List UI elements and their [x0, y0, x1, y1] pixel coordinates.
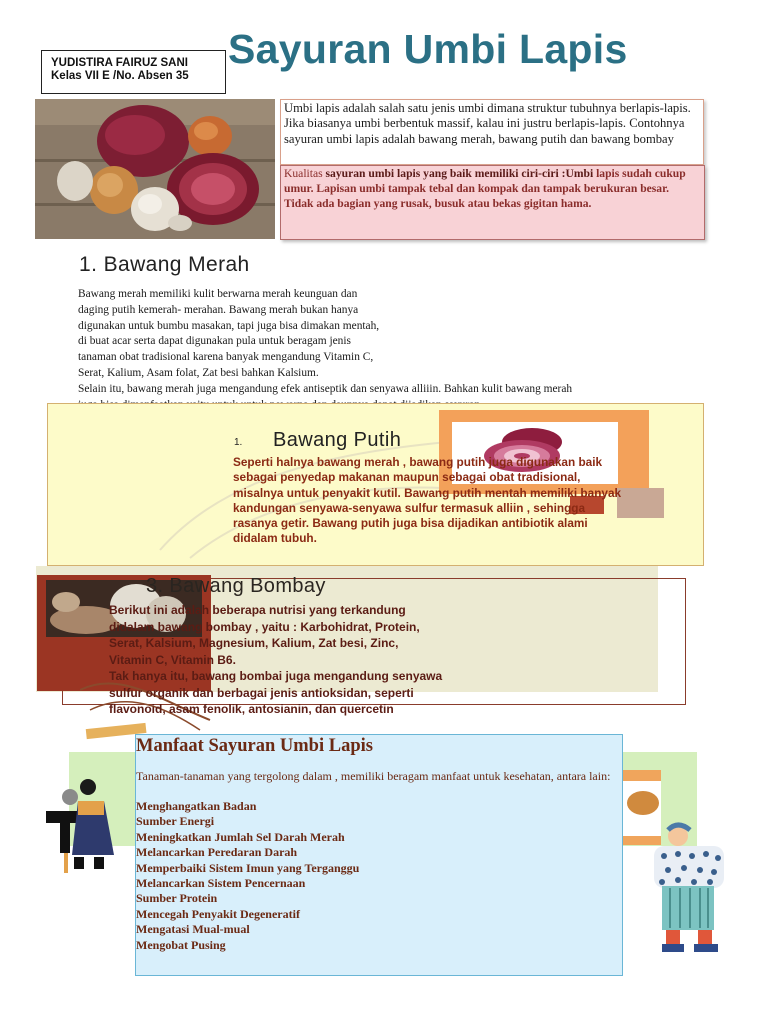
author-name: YUDISTIRA FAIRUZ SANI: [51, 57, 188, 69]
intro-text-box: [280, 99, 704, 165]
author-box: [41, 50, 226, 94]
section-1-heading: [79, 253, 250, 277]
section-3-line: Serat, Kalsium, Magnesium, Kalium, Zat besi, Zinc,: [109, 636, 399, 650]
section-2-line: misalnya untuk penyakit kutil. Bawang putih mentah memiliki banyak: [233, 485, 622, 500]
section-3-line: flavonoid, asam fenolik, antosianin, dan quercetin: [109, 702, 394, 716]
section-3-line: Vitamin C, Vitamin B6.: [109, 652, 236, 667]
benefit-item: Sumber Energi: [136, 814, 215, 829]
author-class: Kelas VII E /No. Absen 35: [51, 70, 189, 82]
section-3-body: [109, 602, 529, 718]
section-2-title: Bawang Putih: [273, 429, 402, 451]
section-1-line: Serat, Kalium, Asam folat, Zat besi bahkan Kalsium.: [78, 366, 319, 379]
section-2-line: kandungan senyawa-senyawa sulfur termasuk alliin , sehingga: [233, 500, 586, 515]
section-1-line: digunakan untuk bumbu masakan, tapi juga bisa dimakan mentah,: [78, 319, 380, 332]
section-2-line: rasanya getir. Bawang putih juga bisa dijadikan antibiotik alami: [233, 516, 588, 531]
benefits-intro: Tanaman-tanaman yang tergolong dalam , memiliki beragam manfaat untuk kesehatan, antara lain:: [136, 769, 611, 783]
benefit-item: Mencegah Penyakit Degeneratif: [136, 906, 300, 921]
benefits-list: [136, 799, 359, 953]
quality-bold-text: sayuran umbi lapis yang baik memiliki ciri-ciri :Umbi: [322, 167, 594, 180]
quality-rest-text: lapis sudah cukup umur. Lapisan umbi tampak tebal dan kompak dan tampak berukuran besar. Tidak ada bagian yang rusak, busuk atau bekas gigitan hama.: [284, 167, 686, 210]
section-2-body: [233, 455, 663, 547]
section-1-line: di buat acar serta dapat digunakan pula untuk beragam jenis: [78, 335, 351, 348]
section-2-number: 1.: [234, 437, 243, 448]
benefit-item: Mengobat Pusing: [136, 937, 226, 952]
section-3-title: 3. Bawang Bombay: [146, 575, 326, 597]
woman-illustration: [44, 775, 124, 875]
section-3-line: Tak hanya itu, bawang bombai juga mengandung senyawa: [109, 669, 443, 683]
section-3-line: didalam bawang bombay , yaitu : Karbohidrat, Protein,: [109, 619, 420, 634]
hero-onion-photo: [35, 99, 275, 239]
quality-text-box: [280, 165, 705, 240]
section-1-title: Bawang Merah: [103, 253, 250, 276]
section-1-body: [78, 287, 678, 413]
page-title: Sayuran Umbi Lapis: [228, 26, 628, 72]
section-2-line: didalam tubuh.: [233, 531, 317, 546]
section-2-line: sebagai penyedap makanan maupun sebagai obat tradisional,: [233, 470, 581, 485]
section-1-line: Bawang merah memiliki kulit berwarna merah keunguan dan: [78, 288, 358, 300]
benefit-item: Sumber Protein: [136, 891, 218, 906]
section-1-number: 1.: [79, 253, 98, 276]
section-3-line: sulfur organik dan berbagai jenis antioksidan, seperti: [109, 685, 414, 700]
section-1-line: daging putih kemerah- merahan. Bawang merah bukan hanya: [78, 303, 359, 316]
section-1-line: Selain itu, bawang merah juga mengandung efek antiseptik dan senyawa alliiin. Bahkan kulit bawang merah: [78, 382, 573, 395]
man-illustration: [648, 822, 734, 960]
benefit-item: Menghangatkan Badan: [136, 799, 257, 813]
benefit-item: Meningkatkan Jumlah Sel Darah Merah: [136, 829, 345, 844]
benefits-title: Manfaat Sayuran Umbi Lapis: [136, 736, 373, 756]
benefit-item: Melancarkan Sistem Pencernaan: [136, 876, 306, 891]
benefit-item: Memperbaiki Sistem Imun yang Terganggu: [136, 860, 360, 875]
benefit-item: Melancarkan Peredaran Darah: [136, 845, 298, 860]
quality-lead: Kualitas: [284, 167, 323, 180]
section-3-line: Berikut ini adalah beberapa nutrisi yang terkandung: [109, 603, 406, 617]
section-2-line: Seperti halnya bawang merah , bawang putih juga digunakan baik: [233, 455, 603, 469]
intro-text: Umbi lapis adalah salah satu jenis umbi dimana struktur tubuhnya berlapis-lapis. Jika biasanya umbi berbentuk massif, kalau ini justru berlapis-lapis. Contohnya sayuran umbi lapis adalah bawang merah, bawang putih dan bawang bombay: [284, 101, 691, 146]
section-1-line: tanaman obat tradisional karena banyak mengandung Vitamin C,: [78, 351, 374, 364]
benefit-item: Mengatasi Mual-mual: [136, 922, 250, 937]
